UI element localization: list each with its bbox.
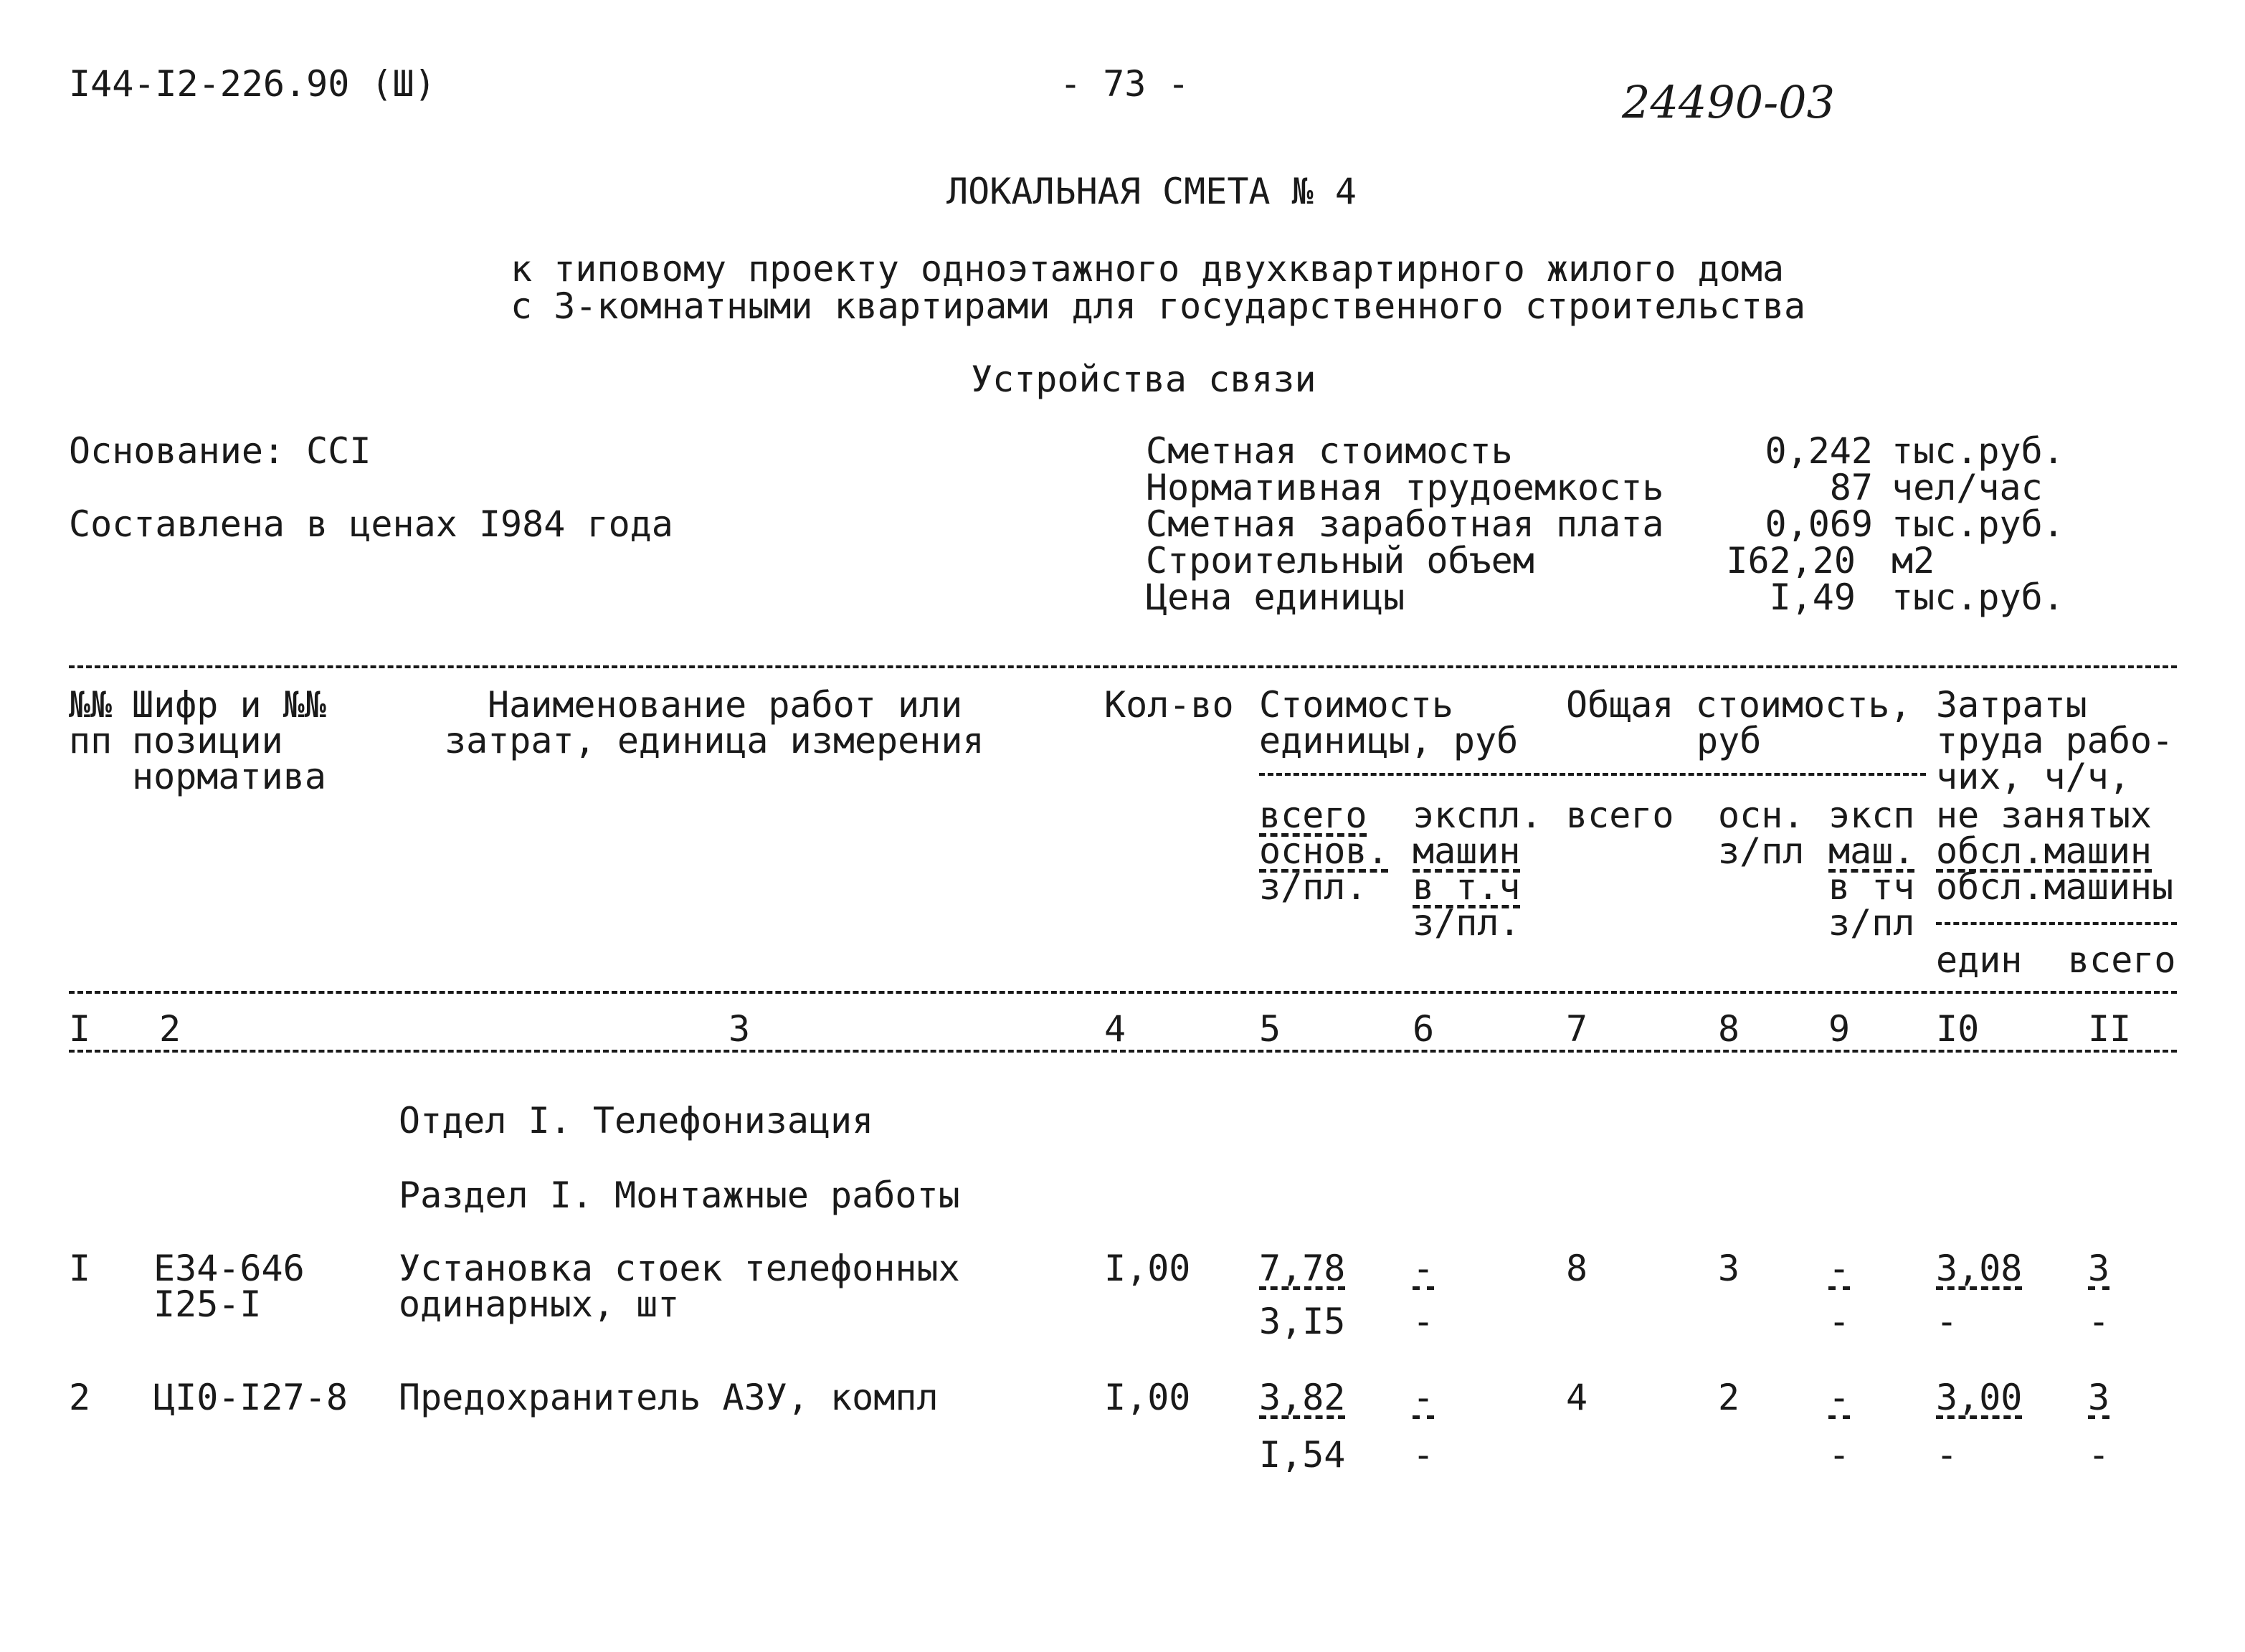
summary-unit: тыс.руб. — [1892, 576, 2064, 618]
row-labor-unit: 3,08 — [1936, 1248, 2023, 1289]
row-unit-wage: I,54 — [1259, 1434, 1346, 1476]
header-col6-line4: з/пл. — [1413, 902, 1521, 944]
row-number: I — [69, 1248, 91, 1289]
row-labor-total-machine: - — [2088, 1301, 2110, 1342]
header-cost-group-line1: Стоимость — [1259, 684, 1453, 726]
column-number: 5 — [1259, 1008, 1281, 1050]
basis-line: Основание: CCI — [69, 430, 371, 472]
row-unit-machine-wage: - — [1413, 1301, 1435, 1342]
row-number: 2 — [69, 1377, 91, 1418]
department-heading: Отдел I. Телефонизация — [399, 1100, 874, 1141]
summary-value: 87 — [1829, 467, 1873, 508]
header-col5-line1: всего — [1259, 794, 1367, 836]
header-col1-line2: пп — [69, 720, 113, 761]
subtitle-line-1: к типовому проекту одноэтажного двухквартирного жилого дома — [511, 248, 1785, 290]
header-col6-line3: в т.ч — [1413, 866, 1521, 908]
header-col6-line1: экспл. — [1413, 794, 1542, 836]
row-labor-total: 3 — [2088, 1377, 2110, 1418]
row-name-line1: Предохранитель АЗУ, компл — [399, 1377, 939, 1418]
header-col8-line1: осн. — [1718, 794, 1805, 836]
section-heading: Устройства связи — [971, 359, 1316, 400]
column-number: I0 — [1936, 1008, 1980, 1050]
row-quantity: I,00 — [1104, 1248, 1191, 1289]
row-unit-machine: - — [1413, 1377, 1435, 1418]
header-col3-line1: Наименование работ или — [488, 684, 963, 726]
header-col9-line2: маш. — [1828, 830, 1915, 872]
header-bottom-rule — [69, 991, 2177, 994]
header-col4: Кол-во — [1104, 684, 1234, 726]
table-top-rule — [69, 665, 2177, 668]
header-col5-line3: з/пл. — [1259, 866, 1367, 908]
document-title: ЛОКАЛЬНАЯ СМЕТА № 4 — [946, 171, 1357, 212]
row-labor-unit-machine: - — [1936, 1301, 1958, 1342]
row-total-machine-wage: - — [1828, 1301, 1851, 1342]
summary-unit: тыс.руб. — [1892, 430, 2064, 472]
summary-label: Сметная стоимость — [1146, 430, 1513, 472]
column-number: 9 — [1828, 1008, 1851, 1050]
header-total-group-line2: руб — [1696, 720, 1762, 761]
column-number: 8 — [1718, 1008, 1740, 1050]
section-subheading: Раздел I. Монтажные работы — [399, 1174, 960, 1216]
stamp-number: 24490-03 — [1622, 76, 1836, 128]
header-labor-line1: Затраты — [1936, 684, 2087, 726]
header-labor-rule — [1936, 922, 2177, 925]
column-number: II — [2088, 1008, 2132, 1050]
row-unit-total: 3,82 — [1259, 1377, 1346, 1418]
summary-label: Сметная заработная плата — [1146, 503, 1664, 545]
row-code-line1: ЦI0-I27-8 — [153, 1377, 348, 1418]
header-col1-line1: №№ — [69, 684, 113, 726]
row-total-wage: 2 — [1718, 1377, 1740, 1418]
row-quantity: I,00 — [1104, 1377, 1191, 1418]
header-col8-line2: з/пл — [1718, 830, 1805, 872]
row-total: 4 — [1566, 1377, 1588, 1418]
column-number: I — [69, 1008, 91, 1050]
column-number: 7 — [1566, 1008, 1588, 1050]
summary-unit: тыс.руб. — [1892, 503, 2064, 545]
summary-value: I,49 — [1769, 576, 1856, 618]
subtitle-line-2: с 3-комнатными квартирами для государственного строительства — [511, 285, 1806, 327]
header-labor-line5: обсл.машин — [1936, 830, 2153, 872]
row-name-line2: одинарных, шт — [399, 1283, 680, 1325]
row-total-machine-wage: - — [1828, 1434, 1851, 1476]
row-labor-unit-machine: - — [1936, 1434, 1958, 1476]
header-col2-line3: норматива — [132, 756, 326, 797]
header-col9-line1: эксп — [1828, 794, 1915, 836]
row-unit-total: 7,78 — [1259, 1248, 1346, 1289]
page-number: - 73 - — [1060, 63, 1190, 105]
row-total-wage: 3 — [1718, 1248, 1740, 1289]
header-col5-line2: основ. — [1259, 830, 1389, 872]
summary-value: I62,20 — [1726, 540, 1856, 581]
header-col11: всего — [2068, 939, 2176, 981]
row-total: 8 — [1566, 1248, 1588, 1289]
row-total-machine: - — [1828, 1248, 1851, 1289]
prices-line: Составлена в ценах I984 года — [69, 503, 673, 545]
column-numbers-rule — [69, 1050, 2177, 1053]
header-col9-line4: з/пл — [1828, 902, 1915, 944]
header-labor-line6: обсл.машины — [1936, 866, 2174, 908]
header-total-group-line1: Общая стоимость, — [1566, 684, 1912, 726]
header-col3-line2: затрат, единица измерения — [445, 720, 984, 761]
summary-label: Строительный объем — [1146, 540, 1534, 581]
row-name-line1: Установка стоек телефонных — [399, 1248, 960, 1289]
column-number: 6 — [1413, 1008, 1435, 1050]
document-code: I44-I2-226.90 (Ш) — [69, 63, 436, 105]
header-labor-line3: чих, ч/ч, — [1936, 756, 2130, 797]
summary-label: Нормативная трудоемкость — [1146, 467, 1664, 508]
header-col2-line1: Шифр и №№ — [132, 684, 326, 726]
row-unit-machine-wage: - — [1413, 1434, 1435, 1476]
header-labor-line2: труда рабо- — [1936, 720, 2174, 761]
column-number: 3 — [728, 1008, 751, 1050]
row-code-line1: Е34-646 — [153, 1248, 305, 1289]
row-labor-total: 3 — [2088, 1248, 2110, 1289]
column-number: 4 — [1104, 1008, 1126, 1050]
header-subgroup-rule — [1259, 773, 1926, 776]
header-col6-line2: машин — [1413, 830, 1521, 872]
summary-unit: чел/час — [1892, 467, 2043, 508]
column-number: 2 — [159, 1008, 181, 1050]
header-cost-group-line2: единицы, руб — [1259, 720, 1519, 761]
row-total-machine: - — [1828, 1377, 1851, 1418]
header-col2-line2: позиции — [132, 720, 283, 761]
row-unit-machine: - — [1413, 1248, 1435, 1289]
summary-unit: м2 — [1892, 540, 1935, 581]
header-col9-line3: в тч — [1828, 866, 1915, 908]
summary-label: Цена единицы — [1146, 576, 1405, 618]
summary-value: 0,242 — [1765, 430, 1873, 472]
row-labor-total-machine: - — [2088, 1434, 2110, 1476]
header-col10: един — [1936, 939, 2023, 981]
summary-value: 0,069 — [1765, 503, 1873, 545]
row-code-line2: I25-I — [153, 1283, 262, 1325]
header-labor-line4: не занятых — [1936, 794, 2153, 836]
header-col7: всего — [1566, 794, 1674, 836]
row-unit-wage: 3,I5 — [1259, 1301, 1346, 1342]
row-labor-unit: 3,00 — [1936, 1377, 2023, 1418]
